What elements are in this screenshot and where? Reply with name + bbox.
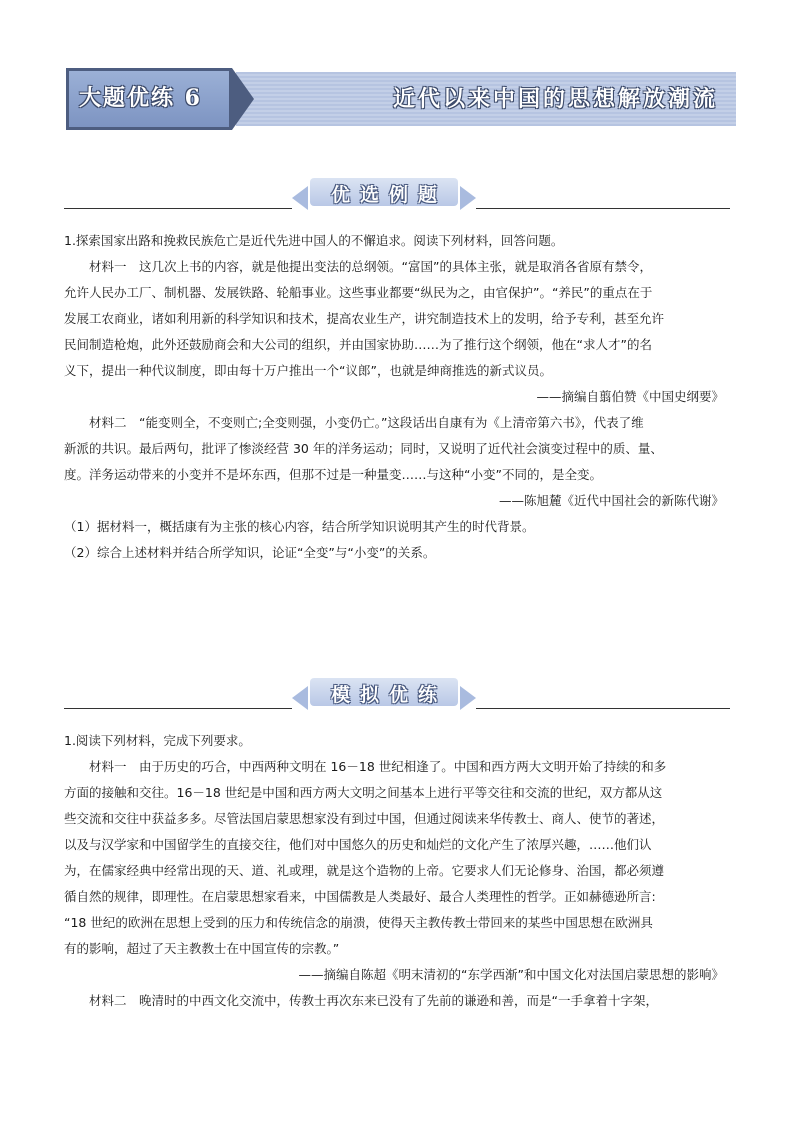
banner-label-box bbox=[66, 68, 232, 130]
paragraph-line: 些交流和交往中获益多多。尽管法国启蒙思想家没有到过中国，但通过阅读来华传教士、商人、使节的著述， bbox=[64, 811, 665, 826]
paragraph-line: 为，在儒家经典中经常出现的天、道、礼或理，就是这个造物的上帝。它要求人们无论修身、治国，都必须遵 bbox=[64, 863, 665, 878]
paragraph-line: 有的影响，超过了天主教教士在中国宣传的宗教。” bbox=[64, 941, 340, 956]
paragraph-line: 材料二 “能变则全，不变则亡;全变则强，小变仍亡。”这段话出自康有为《上清帝第六书》，代表了维 bbox=[89, 415, 644, 430]
sub-question-1: （1）据材料一，概括康有为主张的核心内容，结合所学知识说明其产生的时代背景。 bbox=[64, 519, 535, 534]
paragraph-line: 材料一 这几次上书的内容，就是他提出变法的总纲领。“富国”的具体主张，就是取消各省原有禁令， bbox=[89, 259, 652, 274]
paragraph-line: 材料二 晚清时的中西文化交流中，传教士再次东来已没有了先前的谦逊和善，而是“一手拿着十字架， bbox=[89, 993, 658, 1008]
tab-right-arrow-icon bbox=[460, 686, 476, 710]
question-stem: 1.探索国家出路和挽救民族危亡是近代先进中国人的不懈追求。阅读下列材料，回答问题。 bbox=[64, 233, 564, 248]
section-title: 模拟优练 bbox=[330, 684, 447, 706]
tab-left-arrow-icon bbox=[292, 686, 308, 710]
section-tab bbox=[292, 176, 476, 210]
paragraph-line: 义下，提出一种代议制度，即由每十万户推出一个“议郎”，也就是绅商推选的新式议员。 bbox=[64, 363, 552, 378]
section-header-2 bbox=[64, 676, 730, 712]
paragraph-line: 材料一 由于历史的巧合，中西两种文明在 16－18 世纪相逢了。中国和西方两大文明开始了持续的和多 bbox=[89, 759, 667, 774]
paragraph-line: 允许人民办工厂、制机器、发展铁路、轮船事业。这些事业都要“纵民为之，由官保护”。“养民”的重点在于 bbox=[64, 285, 653, 300]
tab-left-arrow-icon bbox=[292, 186, 308, 210]
tab-right-arrow-icon bbox=[460, 186, 476, 210]
question-1 bbox=[64, 228, 734, 566]
sub-question-2: （2）综合上述材料并结合所学知识，论证“全变”与“小变”的关系。 bbox=[64, 545, 436, 560]
source-citation: ——陈旭麓《近代中国社会的新陈代谢》 bbox=[498, 493, 724, 508]
source-citation: ——摘编自陈超《明末清初的“东学西渐”和中国文化对法国启蒙思想的影响》 bbox=[298, 967, 724, 982]
paragraph-line: 度。洋务运动带来的小变并不是坏东西，但那不过是一种量变……与这种“小变”不同的，是全变。 bbox=[64, 467, 602, 482]
paragraph-line: 以及与汉学家和中国留学生的直接交往，他们对中国悠久的历史和灿烂的文化产生了浓厚兴趣，……他们认 bbox=[64, 837, 652, 852]
top-banner bbox=[66, 68, 736, 130]
banner-arrow-shape bbox=[232, 68, 254, 130]
paragraph-line: 新派的共识。最后两句，批评了惨淡经营 30 年的洋务运动；同时，又说明了近代社会演变过程中的质、量、 bbox=[64, 441, 663, 456]
banner-label: 大题优练 6 bbox=[79, 85, 202, 111]
paragraph-line: 方面的接触和交往。16－18 世纪是中国和西方两大文明之间基本上进行平等交往和交流的世纪，双方都从这 bbox=[64, 785, 663, 800]
section-header-1 bbox=[64, 176, 730, 212]
section-title: 优选例题 bbox=[330, 184, 447, 206]
paragraph-line: “18 世纪的欧洲在思想上受到的压力和传统信念的崩溃，使得天主教传教士带回来的某些中国思想在欧洲具 bbox=[64, 915, 653, 930]
paragraph-line: 循自然的规律，即理性。在启蒙思想家看来，中国儒教是人类最好、最合人类理性的哲学。正如赫德逊所言: bbox=[64, 889, 656, 904]
section-tab bbox=[292, 676, 476, 710]
question-2 bbox=[64, 728, 734, 1014]
banner-title-bar bbox=[236, 72, 736, 126]
banner-title: 近代以来中国的思想解放潮流 bbox=[392, 86, 718, 112]
question-stem: 1.阅读下列材料，完成下列要求。 bbox=[64, 733, 251, 748]
paragraph-line: 发展工农商业，诸如利用新的科学知识和技术，提高农业生产，讲究制造技术上的发明，给予专利，甚至允许 bbox=[64, 311, 665, 326]
paragraph-line: 民间制造枪炮，此外还鼓励商会和大公司的组织，并由国家协助……为了推行这个纲领，他在“求人才”的名 bbox=[64, 337, 652, 352]
source-citation: ——摘编自翦伯赞《中国史纲要》 bbox=[536, 389, 724, 404]
